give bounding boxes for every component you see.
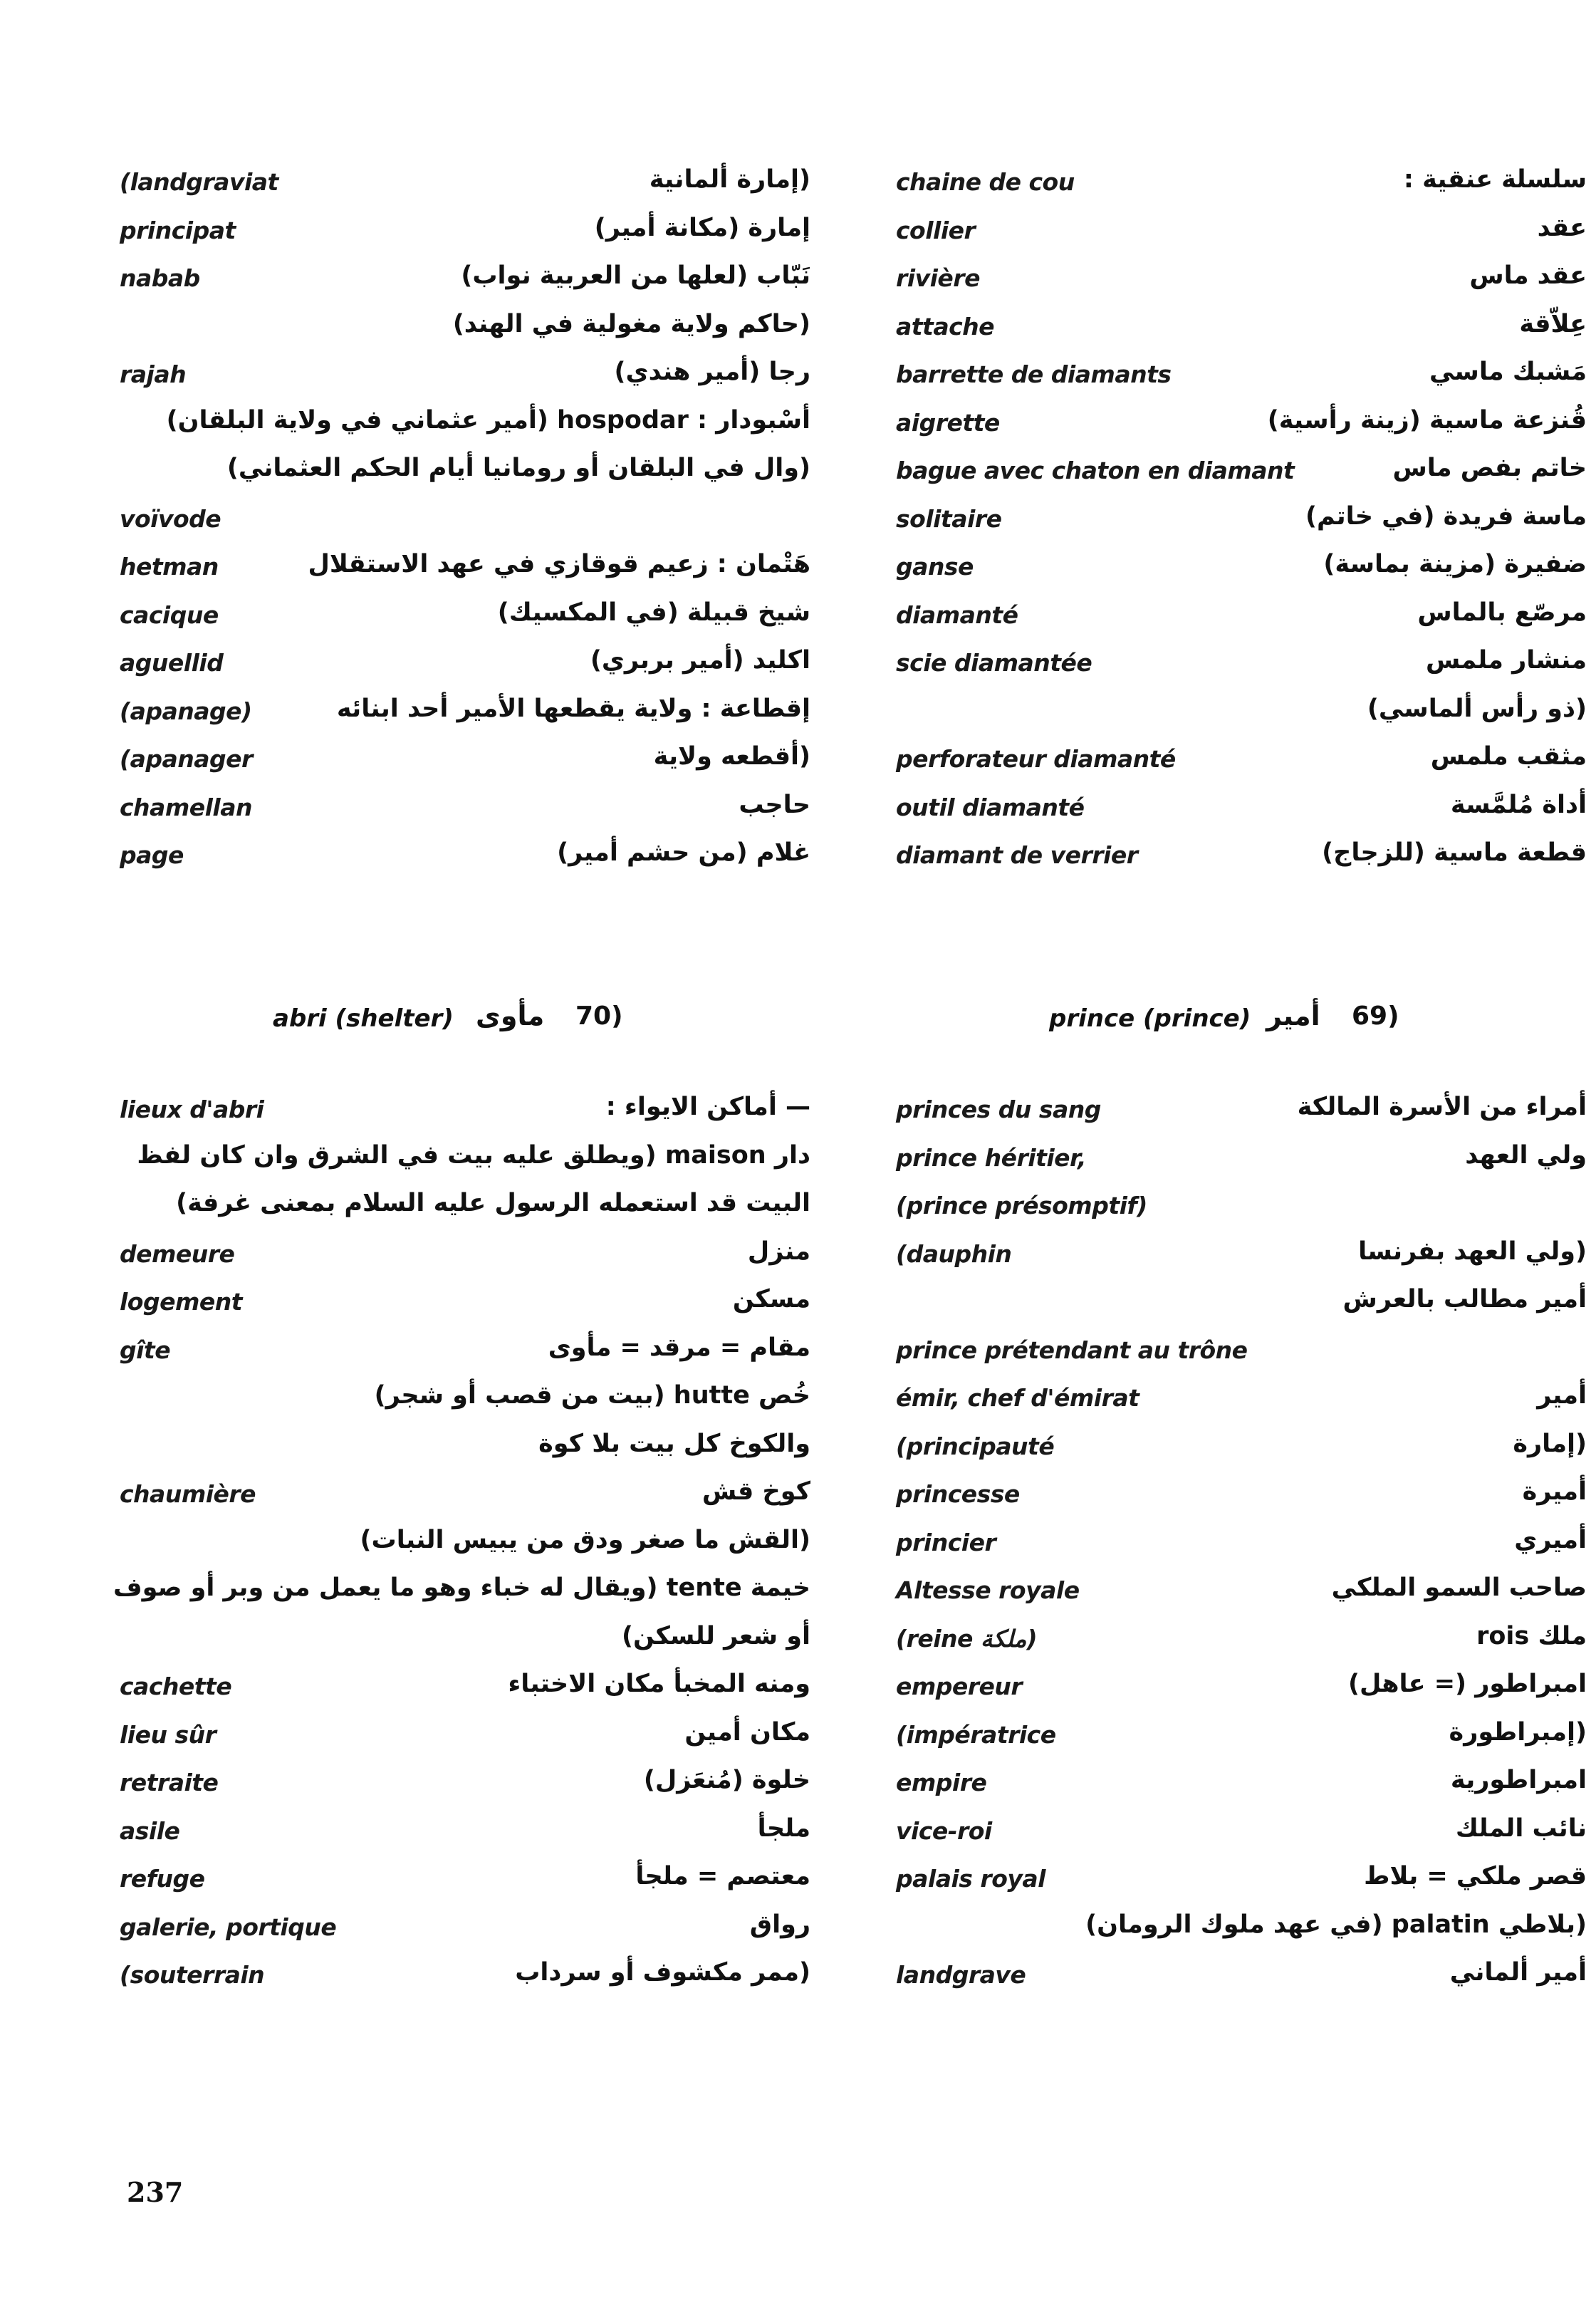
dictionary-entry — [896, 259, 1587, 307]
dictionary-entry — [120, 1282, 810, 1331]
french-term: (apanage) — [120, 697, 252, 725]
arabic-term: خُص hutte (بيت من قصب أو شجر) — [374, 1381, 810, 1410]
dictionary-entry — [120, 1955, 810, 2004]
french-term: (prince présomptif) — [896, 1192, 1147, 1219]
arabic-term: مثقب ملمس — [1430, 742, 1587, 771]
arabic-term: أمير ألماني — [1449, 1958, 1587, 1987]
arabic-term: هَتْمان : زعيم قوقازي في عهد الاستقلال — [308, 550, 810, 578]
arabic-term: إقطاعة : ولاية يقطعها الأمير أحد ابنائه — [336, 694, 810, 723]
arabic-term: والكوخ كل بيت بلا كوة — [538, 1429, 810, 1458]
arabic-term: صاحب السمو الملكي — [1331, 1573, 1587, 1602]
dictionary-entry — [896, 162, 1587, 211]
dictionary-entry — [896, 1331, 1587, 1379]
dictionary-entry — [896, 1715, 1587, 1764]
dictionary-entry — [120, 1186, 810, 1234]
arabic-term: اكليد (أمير بربري) — [590, 646, 810, 675]
arabic-term: ملجأ — [757, 1814, 810, 1843]
arabic-term: (ممر مكشوف أو سرداب — [515, 1958, 810, 1987]
dictionary-entry — [120, 739, 810, 788]
dictionary-entry — [120, 403, 810, 452]
arabic-term: قُنزعة ماسية (زينة رأسية) — [1267, 405, 1587, 435]
arabic-term: خيمة tente (ويقال له خباء وهو ما يعمل من وبر أو صوف — [113, 1573, 810, 1602]
dictionary-entry — [120, 259, 810, 307]
french-term: rivière — [896, 264, 980, 292]
french-term: (reine ملكة) — [896, 1624, 1038, 1653]
arabic-term: أداة مُلمَّسة — [1450, 790, 1587, 819]
french-term: solitaire — [896, 504, 1002, 533]
arabic-term: أمير مطالب بالعرش — [1342, 1285, 1587, 1313]
dictionary-entry — [120, 451, 810, 499]
arabic-term: مقام = مرقد = مأوى — [548, 1333, 810, 1362]
french-term: empire — [896, 1769, 987, 1796]
arabic-term: أميرة — [1522, 1477, 1587, 1506]
arabic-term: (إمبراطورة — [1449, 1717, 1587, 1747]
arabic-term: (وال في البلقان أو رومانيا أيام الحكم العثماني) — [226, 454, 810, 482]
dictionary-entry — [896, 211, 1587, 259]
dictionary-entry — [120, 1427, 810, 1475]
french-term: empereur — [896, 1672, 1023, 1700]
dictionary-entry — [120, 1378, 810, 1427]
french-term: principat — [120, 216, 236, 244]
french-term: princier — [896, 1528, 996, 1556]
dictionary-entry — [120, 1715, 810, 1764]
french-term: lieu sûr — [120, 1720, 217, 1749]
arabic-term: كوخ قش — [701, 1477, 810, 1506]
section-heading-arabic: مأوى — [476, 1000, 545, 1031]
dictionary-entry — [896, 643, 1587, 692]
arabic-term: أمراء من الأسرة المالكة — [1297, 1093, 1587, 1121]
arabic-term: (ذو رأس ألماسي) — [1367, 694, 1587, 723]
dictionary-entry — [120, 355, 810, 403]
dictionary-entry — [120, 1811, 810, 1860]
arabic-term: امبراطورية — [1450, 1766, 1587, 1794]
french-term: palais royal — [896, 1865, 1045, 1893]
dictionary-entry — [120, 1667, 810, 1715]
arabic-term: معتصم = ملجأ — [635, 1862, 810, 1890]
french-term: perforateur diamanté — [896, 745, 1176, 773]
arabic-term: (حاكم ولاية مغولية في الهند) — [452, 309, 810, 338]
arabic-term: مكان أمين — [684, 1717, 810, 1747]
dictionary-entry — [120, 499, 810, 548]
arabic-term: حاجب — [739, 790, 810, 819]
arabic-term: نائب الملك — [1455, 1814, 1587, 1843]
arabic-term: قطعة ماسية (للزجاج) — [1322, 838, 1587, 867]
french-term: refuge — [120, 1865, 205, 1893]
french-term: Altesse royale — [896, 1576, 1080, 1604]
arabic-term: ولي العهد — [1465, 1140, 1587, 1170]
dictionary-entry — [896, 1619, 1587, 1668]
arabic-term: (القش ما صغر ودق من يبيس النبات) — [360, 1525, 810, 1554]
arabic-term: (إمارة ألمانية — [649, 165, 810, 194]
french-term: demeure — [120, 1239, 235, 1268]
french-term: ganse — [896, 553, 974, 581]
french-term: asile — [120, 1816, 180, 1845]
french-term: scie diamantée — [896, 649, 1092, 677]
dictionary-entry — [896, 595, 1587, 644]
dictionary-entry — [120, 1234, 810, 1283]
right-top-column — [896, 162, 1587, 884]
section-heading-number: 69) — [1352, 1002, 1399, 1031]
dictionary-entry — [896, 836, 1587, 884]
dictionary-entry — [120, 307, 810, 355]
arabic-term: غلام (من حشم أمير) — [557, 838, 810, 867]
french-term: princes du sang — [896, 1096, 1101, 1123]
dictionary-entry — [896, 1427, 1587, 1475]
dictionary-entry — [896, 1955, 1587, 2004]
arabic-term: دار maison (ويطلق عليه بيت في الشرق وان كان لفظ — [137, 1140, 810, 1170]
dictionary-entry — [896, 547, 1587, 595]
dictionary-entry — [896, 788, 1587, 836]
arabic-term: (إمارة — [1513, 1429, 1587, 1458]
arabic-term: البيت قد استعمله الرسول عليه السلام بمعنى غرفة) — [176, 1189, 810, 1217]
arabic-term: مرصّع بالماس — [1417, 598, 1587, 627]
dictionary-entry — [120, 643, 810, 692]
dictionary-entry — [896, 692, 1587, 740]
arabic-term: امبراطور (= عاهل) — [1347, 1670, 1587, 1698]
dictionary-entry — [120, 595, 810, 644]
french-term: (dauphin — [896, 1239, 1012, 1268]
dictionary-entry — [896, 1763, 1587, 1811]
dictionary-entry — [120, 788, 810, 836]
french-term: cachette — [120, 1672, 232, 1700]
arabic-term: إمارة (مكانة أمير) — [594, 213, 810, 242]
arabic-term: رجا (أمير هندي) — [614, 358, 810, 386]
dictionary-entry — [120, 692, 810, 740]
french-term: hetman — [120, 553, 219, 581]
dictionary-entry — [896, 307, 1587, 355]
section-heading-prince — [896, 994, 1587, 1044]
dictionary-entry — [120, 547, 810, 595]
dictionary-entry — [120, 162, 810, 211]
french-term: galerie, portique — [120, 1913, 337, 1941]
dictionary-entry — [120, 1859, 810, 1908]
french-term: attache — [896, 312, 995, 340]
arabic-term: أو شعر للسكن) — [622, 1621, 810, 1650]
french-term: voïvode — [120, 504, 221, 533]
dictionary-entry — [120, 1763, 810, 1811]
french-term: chaine de cou — [896, 168, 1075, 196]
french-term: émir, chef d'émirat — [896, 1384, 1139, 1412]
section-heading-french: abri (shelter) — [273, 1004, 454, 1033]
arabic-term: خاتم بفص ماس — [1392, 454, 1587, 482]
french-term: diamant de verrier — [896, 841, 1138, 869]
arabic-term: (أقطعه ولاية — [653, 742, 810, 771]
dictionary-entry — [896, 403, 1587, 452]
arabic-term: ومنه المخبأ مكان الاختباء — [508, 1670, 810, 1698]
arabic-term: شيخ قبيلة (في المكسيك) — [497, 598, 810, 627]
arabic-term: منشار ملمس — [1426, 646, 1587, 675]
french-term: cacique — [120, 600, 219, 629]
french-term: prince héritier, — [896, 1143, 1087, 1172]
section-heading-number: 70) — [575, 1002, 623, 1031]
dictionary-entry — [896, 1667, 1587, 1715]
right-bottom-column — [896, 1090, 1587, 2004]
section-heading-abri — [120, 994, 810, 1044]
french-term: (landgraviat — [120, 168, 278, 196]
page-number: 237 — [127, 2176, 184, 2208]
dictionary-entry — [896, 499, 1587, 548]
arabic-term: سلسلة عنقية : — [1403, 165, 1587, 194]
dictionary-entry — [896, 1378, 1587, 1427]
dictionary-entry — [896, 1571, 1587, 1619]
dictionary-entry — [896, 1859, 1587, 1908]
dictionary-entry — [120, 1331, 810, 1379]
french-term: lieux d'abri — [120, 1096, 264, 1123]
arabic-term: منزل — [747, 1237, 810, 1266]
arabic-term: أمير — [1537, 1381, 1587, 1410]
french-term: (apanager — [120, 745, 253, 773]
dictionary-entry — [120, 1090, 810, 1138]
dictionary-entry — [896, 1090, 1587, 1138]
dictionary-entry — [120, 1523, 810, 1571]
dictionary-entry — [896, 451, 1587, 499]
french-term: (principauté — [896, 1432, 1055, 1460]
dictionary-entry — [120, 1619, 810, 1668]
left-top-column — [120, 162, 810, 884]
arabic-term: رواق — [749, 1910, 810, 1939]
french-term: bague avec chaton en diamant — [896, 457, 1295, 484]
french-term: aguellid — [120, 649, 224, 677]
french-term: (souterrain — [120, 1961, 265, 1989]
french-term: outil diamanté — [896, 793, 1085, 821]
french-term: chaumière — [120, 1480, 256, 1508]
dictionary-entry — [896, 1138, 1587, 1187]
french-term: diamanté — [896, 600, 1018, 629]
french-term: princesse — [896, 1480, 1020, 1508]
dictionary-entry — [113, 1571, 810, 1619]
dictionary-entry — [896, 1474, 1587, 1523]
arabic-term: عِلاّقة — [1519, 309, 1587, 338]
arabic-term: أميري — [1514, 1525, 1587, 1554]
french-term: vice-roi — [896, 1816, 992, 1845]
french-term: nabab — [120, 264, 200, 292]
french-term: rajah — [120, 360, 187, 388]
dictionary-entry — [120, 1138, 810, 1187]
french-term: prince prétendant au trône — [896, 1336, 1248, 1364]
french-term: gîte — [120, 1336, 171, 1364]
arabic-term: — أماكن الايواء : — [605, 1093, 810, 1121]
arabic-term: عقد ماس — [1469, 261, 1587, 290]
french-term: retraite — [120, 1769, 219, 1796]
french-term: aigrette — [896, 408, 1000, 437]
arabic-term: مَشبك ماسي — [1429, 358, 1587, 386]
dictionary-entry — [896, 355, 1587, 403]
french-term: barrette de diamants — [896, 360, 1172, 388]
arabic-term: عقد — [1537, 213, 1587, 242]
arabic-term: (بلاطي palatin (في عهد ملوك الرومان) — [1085, 1910, 1587, 1939]
arabic-term: ماسة فريدة (في خاتم) — [1305, 501, 1587, 531]
dictionary-entry — [896, 1811, 1587, 1860]
arabic-term: قصر ملكي = بلاط — [1364, 1862, 1587, 1890]
dictionary-entry — [896, 1908, 1587, 1956]
dictionary-entry — [120, 1908, 810, 1956]
arabic-term: ملك rois — [1476, 1621, 1587, 1650]
dictionary-entry — [896, 1234, 1587, 1283]
arabic-term: نَبّاب (لعلها من العربية نواب) — [461, 261, 810, 290]
arabic-term: (ولي العهد بفرنسا — [1358, 1237, 1587, 1266]
dictionary-entry — [120, 836, 810, 884]
french-term: page — [120, 841, 184, 869]
section-heading-arabic: أمير — [1266, 1000, 1320, 1031]
arabic-term: مسكن — [732, 1285, 810, 1313]
dictionary-entry — [896, 1523, 1587, 1571]
french-term: chamellan — [120, 793, 252, 821]
section-heading-french: prince (prince) — [1049, 1004, 1251, 1033]
french-term: (impératrice — [896, 1720, 1056, 1749]
dictionary-entry — [896, 739, 1587, 788]
french-term: logement — [120, 1288, 243, 1316]
left-bottom-column — [113, 1090, 810, 2004]
arabic-term: أسْبودار : hospodar (أمير عثماني في ولاية البلقان) — [166, 405, 810, 435]
arabic-term: خلوة (مُنعَزل) — [643, 1766, 810, 1794]
dictionary-entry — [896, 1282, 1587, 1331]
arabic-term: ضفيرة (مزينة بماسة) — [1323, 550, 1587, 578]
french-term: collier — [896, 216, 976, 244]
dictionary-entry — [120, 211, 810, 259]
french-term: landgrave — [896, 1961, 1026, 1989]
dictionary-entry — [896, 1186, 1587, 1234]
dictionary-entry — [120, 1474, 810, 1523]
